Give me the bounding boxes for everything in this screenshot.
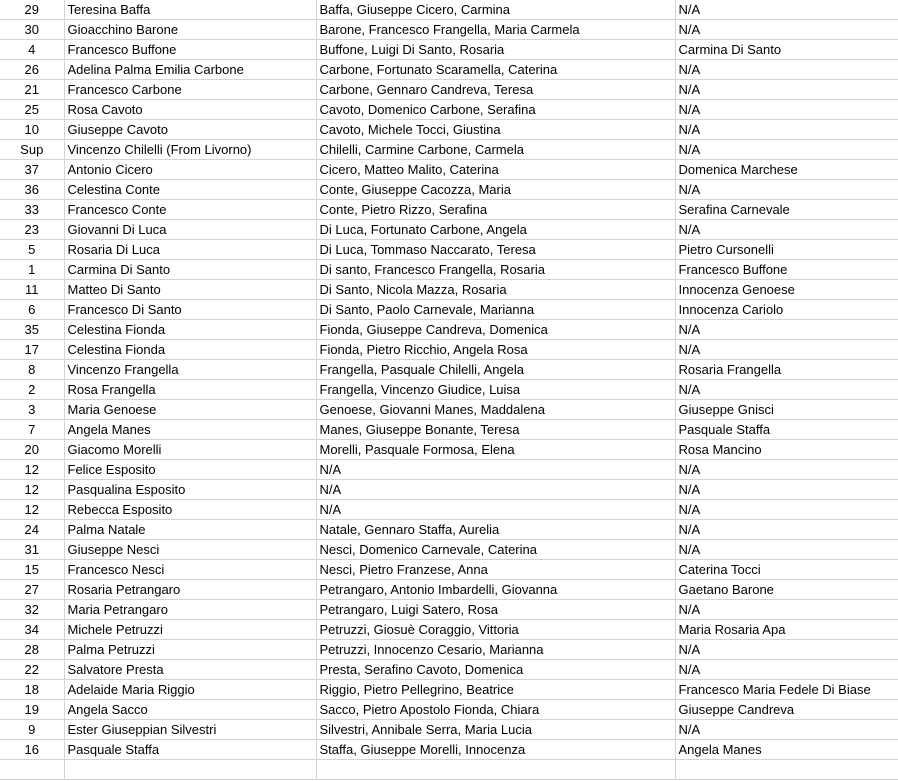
cell-spouse[interactable]: N/A — [675, 720, 898, 740]
cell-parents[interactable]: Di Luca, Tommaso Naccarato, Teresa — [316, 240, 675, 260]
cell-spouse[interactable]: N/A — [675, 380, 898, 400]
cell-parents[interactable]: Presta, Serafino Cavoto, Domenica — [316, 660, 675, 680]
table-row — [0, 320, 898, 340]
table-row — [0, 280, 898, 300]
cell-spouse[interactable]: Gaetano Barone — [675, 580, 898, 600]
cell-number[interactable]: 32 — [0, 600, 64, 620]
cell-spouse[interactable]: N/A — [675, 120, 898, 140]
cell-number[interactable]: 34 — [0, 620, 64, 640]
cell-parents[interactable]: N/A — [316, 460, 675, 480]
table-row — [0, 700, 898, 720]
cell-number[interactable]: 35 — [0, 320, 64, 340]
cell-name[interactable]: Francesco Nesci — [64, 560, 316, 580]
cell-name[interactable]: Francesco Conte — [64, 200, 316, 220]
cell-parents[interactable]: N/A — [316, 500, 675, 520]
cell-number[interactable]: 10 — [0, 120, 64, 140]
cell-name[interactable]: Michele Petruzzi — [64, 620, 316, 640]
table-row — [0, 380, 898, 400]
cell-number[interactable]: 2 — [0, 380, 64, 400]
cell-parents[interactable]: Silvestri, Annibale Serra, Maria Lucia — [316, 720, 675, 740]
cell-parents[interactable]: Natale, Gennaro Staffa, Aurelia — [316, 520, 675, 540]
cell-spouse[interactable]: N/A — [675, 520, 898, 540]
table-row — [0, 160, 898, 180]
cell-spouse[interactable]: Pasquale Staffa — [675, 420, 898, 440]
cell-number[interactable]: 12 — [0, 500, 64, 520]
cell-number[interactable]: 6 — [0, 300, 64, 320]
table-row — [0, 240, 898, 260]
cell-name[interactable]: Giuseppe Nesci — [64, 540, 316, 560]
cell-parents[interactable]: Nesci, Pietro Franzese, Anna — [316, 560, 675, 580]
cell-parents[interactable]: Conte, Pietro Rizzo, Serafina — [316, 200, 675, 220]
cell-name[interactable]: Carmina Di Santo — [64, 260, 316, 280]
table-row — [0, 80, 898, 100]
cell-parents[interactable]: Buffone, Luigi Di Santo, Rosaria — [316, 40, 675, 60]
cell-parents[interactable]: Frangella, Pasquale Chilelli, Angela — [316, 360, 675, 380]
table-row — [0, 60, 898, 80]
cell-name[interactable]: Palma Petruzzi — [64, 640, 316, 660]
cell-name[interactable]: Angela Sacco — [64, 700, 316, 720]
cell-number[interactable]: 36 — [0, 180, 64, 200]
cell-parents[interactable]: Fionda, Pietro Ricchio, Angela Rosa — [316, 340, 675, 360]
cell-name[interactable]: Maria Genoese — [64, 400, 316, 420]
cell-name[interactable]: Francesco Di Santo — [64, 300, 316, 320]
cell-parents[interactable]: Cavoto, Michele Tocci, Giustina — [316, 120, 675, 140]
cell-name[interactable]: Rosa Frangella — [64, 380, 316, 400]
cell-parents[interactable]: Di santo, Francesco Frangella, Rosaria — [316, 260, 675, 280]
cell-name[interactable]: Giovanni Di Luca — [64, 220, 316, 240]
cell-name[interactable] — [64, 760, 316, 780]
cell-parents[interactable]: Di Santo, Nicola Mazza, Rosaria — [316, 280, 675, 300]
cell-parents[interactable]: Barone, Francesco Frangella, Maria Carmela — [316, 20, 675, 40]
cell-name[interactable]: Vincenzo Chilelli (From Livorno) — [64, 140, 316, 160]
cell-spouse[interactable] — [675, 760, 898, 780]
cell-parents[interactable]: Manes, Giuseppe Bonante, Teresa — [316, 420, 675, 440]
cell-number[interactable]: 27 — [0, 580, 64, 600]
cell-spouse[interactable]: N/A — [675, 180, 898, 200]
cell-spouse[interactable]: N/A — [675, 80, 898, 100]
cell-number[interactable]: Sup — [0, 140, 64, 160]
table-row — [0, 100, 898, 120]
table-row — [0, 360, 898, 380]
cell-spouse[interactable]: N/A — [675, 660, 898, 680]
cell-number[interactable]: 29 — [0, 0, 64, 20]
cell-spouse[interactable]: Carmina Di Santo — [675, 40, 898, 60]
cell-number[interactable]: 28 — [0, 640, 64, 660]
cell-name[interactable]: Matteo Di Santo — [64, 280, 316, 300]
cell-parents[interactable]: Petrangaro, Luigi Satero, Rosa — [316, 600, 675, 620]
table-row — [0, 640, 898, 660]
cell-parents[interactable]: Petrangaro, Antonio Imbardelli, Giovanna — [316, 580, 675, 600]
table-row — [0, 740, 898, 760]
cell-spouse[interactable]: N/A — [675, 320, 898, 340]
cell-parents[interactable]: Chilelli, Carmine Carbone, Carmela — [316, 140, 675, 160]
cell-number[interactable]: 25 — [0, 100, 64, 120]
table-row — [0, 760, 898, 780]
cell-spouse[interactable]: N/A — [675, 500, 898, 520]
cell-spouse[interactable]: Innocenza Genoese — [675, 280, 898, 300]
cell-spouse[interactable]: N/A — [675, 60, 898, 80]
table-row — [0, 600, 898, 620]
cell-parents[interactable]: Frangella, Vincenzo Giudice, Luisa — [316, 380, 675, 400]
cell-name[interactable]: Pasqualina Esposito — [64, 480, 316, 500]
cell-parents[interactable]: Genoese, Giovanni Manes, Maddalena — [316, 400, 675, 420]
cell-number[interactable]: 22 — [0, 660, 64, 680]
cell-number[interactable]: 9 — [0, 720, 64, 740]
cell-spouse[interactable]: N/A — [675, 0, 898, 20]
table-row — [0, 720, 898, 740]
cell-spouse[interactable]: Innocenza Cariolo — [675, 300, 898, 320]
cell-name[interactable]: Antonio Cicero — [64, 160, 316, 180]
cell-name[interactable]: Vincenzo Frangella — [64, 360, 316, 380]
table-row — [0, 200, 898, 220]
cell-name[interactable]: Rosa Cavoto — [64, 100, 316, 120]
cell-parents[interactable]: Di Santo, Paolo Carnevale, Marianna — [316, 300, 675, 320]
table-row — [0, 220, 898, 240]
cell-number[interactable]: 30 — [0, 20, 64, 40]
cell-parents[interactable]: Sacco, Pietro Apostolo Fionda, Chiara — [316, 700, 675, 720]
table-row — [0, 520, 898, 540]
cell-name[interactable]: Pasquale Staffa — [64, 740, 316, 760]
cell-parents[interactable]: N/A — [316, 480, 675, 500]
cell-number[interactable]: 12 — [0, 480, 64, 500]
cell-spouse[interactable]: Giuseppe Gnisci — [675, 400, 898, 420]
cell-name[interactable]: Angela Manes — [64, 420, 316, 440]
cell-number[interactable]: 12 — [0, 460, 64, 480]
cell-name[interactable]: Palma Natale — [64, 520, 316, 540]
table-row — [0, 560, 898, 580]
table-row — [0, 460, 898, 480]
cell-name[interactable]: Felice Esposito — [64, 460, 316, 480]
cell-number[interactable]: 15 — [0, 560, 64, 580]
cell-spouse[interactable]: N/A — [675, 460, 898, 480]
cell-spouse[interactable]: Serafina Carnevale — [675, 200, 898, 220]
cell-parents[interactable]: Riggio, Pietro Pellegrino, Beatrice — [316, 680, 675, 700]
cell-parents[interactable]: Fionda, Giuseppe Candreva, Domenica — [316, 320, 675, 340]
cell-number[interactable]: 17 — [0, 340, 64, 360]
cell-spouse[interactable]: Francesco Buffone — [675, 260, 898, 280]
table-row — [0, 300, 898, 320]
cell-number[interactable]: 20 — [0, 440, 64, 460]
cell-name[interactable]: Rosaria Di Luca — [64, 240, 316, 260]
cell-parents[interactable]: Carbone, Fortunato Scaramella, Caterina — [316, 60, 675, 80]
cell-spouse[interactable]: N/A — [675, 340, 898, 360]
table-row — [0, 540, 898, 560]
cell-number[interactable]: 26 — [0, 60, 64, 80]
cell-spouse[interactable]: N/A — [675, 600, 898, 620]
cell-number[interactable]: 23 — [0, 220, 64, 240]
cell-number[interactable]: 4 — [0, 40, 64, 60]
cell-spouse[interactable]: N/A — [675, 640, 898, 660]
cell-number[interactable]: 1 — [0, 260, 64, 280]
cell-parents[interactable] — [316, 760, 675, 780]
cell-number[interactable]: 18 — [0, 680, 64, 700]
cell-name[interactable]: Adelina Palma Emilia Carbone — [64, 60, 316, 80]
cell-number[interactable]: 16 — [0, 740, 64, 760]
cell-spouse[interactable]: N/A — [675, 140, 898, 160]
table-row — [0, 120, 898, 140]
cell-number[interactable]: 3 — [0, 400, 64, 420]
cell-name[interactable]: Rebecca Esposito — [64, 500, 316, 520]
cell-number[interactable]: 7 — [0, 420, 64, 440]
cell-spouse[interactable]: Rosaria Frangella — [675, 360, 898, 380]
cell-number[interactable]: 19 — [0, 700, 64, 720]
table-row — [0, 40, 898, 60]
table-row — [0, 620, 898, 640]
cell-name[interactable]: Adelaide Maria Riggio — [64, 680, 316, 700]
cell-number[interactable] — [0, 760, 64, 780]
cell-name[interactable]: Francesco Buffone — [64, 40, 316, 60]
cell-name[interactable]: Salvatore Presta — [64, 660, 316, 680]
table-row — [0, 500, 898, 520]
cell-number[interactable]: 37 — [0, 160, 64, 180]
cell-name[interactable]: Celestina Fionda — [64, 320, 316, 340]
cell-number[interactable]: 8 — [0, 360, 64, 380]
cell-spouse[interactable]: N/A — [675, 100, 898, 120]
cell-spouse[interactable]: N/A — [675, 540, 898, 560]
cell-name[interactable]: Giacomo Morelli — [64, 440, 316, 460]
cell-parents[interactable]: Cicero, Matteo Malito, Caterina — [316, 160, 675, 180]
cell-number[interactable]: 24 — [0, 520, 64, 540]
cell-name[interactable]: Rosaria Petrangaro — [64, 580, 316, 600]
cell-number[interactable]: 31 — [0, 540, 64, 560]
table-row — [0, 20, 898, 40]
cell-name[interactable]: Ester Giuseppian Silvestri — [64, 720, 316, 740]
cell-spouse[interactable]: Pietro Cursonelli — [675, 240, 898, 260]
table-row — [0, 400, 898, 420]
cell-name[interactable]: Maria Petrangaro — [64, 600, 316, 620]
cell-parents[interactable]: Conte, Giuseppe Cacozza, Maria — [316, 180, 675, 200]
table-row — [0, 140, 898, 160]
table-row — [0, 480, 898, 500]
table-row — [0, 680, 898, 700]
table-row — [0, 580, 898, 600]
cell-parents[interactable]: Carbone, Gennaro Candreva, Teresa — [316, 80, 675, 100]
table-row — [0, 660, 898, 680]
cell-spouse[interactable]: Maria Rosaria Apa — [675, 620, 898, 640]
table-row — [0, 180, 898, 200]
cell-spouse[interactable]: Francesco Maria Fedele Di Biase — [675, 680, 898, 700]
cell-number[interactable]: 33 — [0, 200, 64, 220]
cell-parents[interactable]: Baffa, Giuseppe Cicero, Carmina — [316, 0, 675, 20]
cell-name[interactable]: Francesco Carbone — [64, 80, 316, 100]
cell-parents[interactable]: Petruzzi, Innocenzo Cesario, Marianna — [316, 640, 675, 660]
cell-name[interactable]: Celestina Conte — [64, 180, 316, 200]
cell-parents[interactable]: Di Luca, Fortunato Carbone, Angela — [316, 220, 675, 240]
cell-name[interactable]: Giuseppe Cavoto — [64, 120, 316, 140]
cell-name[interactable]: Celestina Fionda — [64, 340, 316, 360]
cell-spouse[interactable]: N/A — [675, 480, 898, 500]
table-row — [0, 420, 898, 440]
cell-name[interactable]: Teresina Baffa — [64, 0, 316, 20]
cell-number[interactable]: 21 — [0, 80, 64, 100]
cell-parents[interactable]: Morelli, Pasquale Formosa, Elena — [316, 440, 675, 460]
cell-spouse[interactable]: Giuseppe Candreva — [675, 700, 898, 720]
table-row — [0, 0, 898, 20]
cell-parents[interactable]: Cavoto, Domenico Carbone, Serafina — [316, 100, 675, 120]
cell-parents[interactable]: Petruzzi, Giosuè Coraggio, Vittoria — [316, 620, 675, 640]
cell-parents[interactable]: Staffa, Giuseppe Morelli, Innocenza — [316, 740, 675, 760]
cell-name[interactable]: Gioacchino Barone — [64, 20, 316, 40]
cell-spouse[interactable]: Caterina Tocci — [675, 560, 898, 580]
cell-spouse[interactable]: Angela Manes — [675, 740, 898, 760]
cell-number[interactable]: 11 — [0, 280, 64, 300]
cell-spouse[interactable]: Rosa Mancino — [675, 440, 898, 460]
table-row — [0, 260, 898, 280]
cell-spouse[interactable]: Domenica Marchese — [675, 160, 898, 180]
cell-spouse[interactable]: N/A — [675, 220, 898, 240]
cell-number[interactable]: 5 — [0, 240, 64, 260]
cell-parents[interactable]: Nesci, Domenico Carnevale, Caterina — [316, 540, 675, 560]
table-row — [0, 440, 898, 460]
table-row — [0, 340, 898, 360]
cell-spouse[interactable]: N/A — [675, 20, 898, 40]
